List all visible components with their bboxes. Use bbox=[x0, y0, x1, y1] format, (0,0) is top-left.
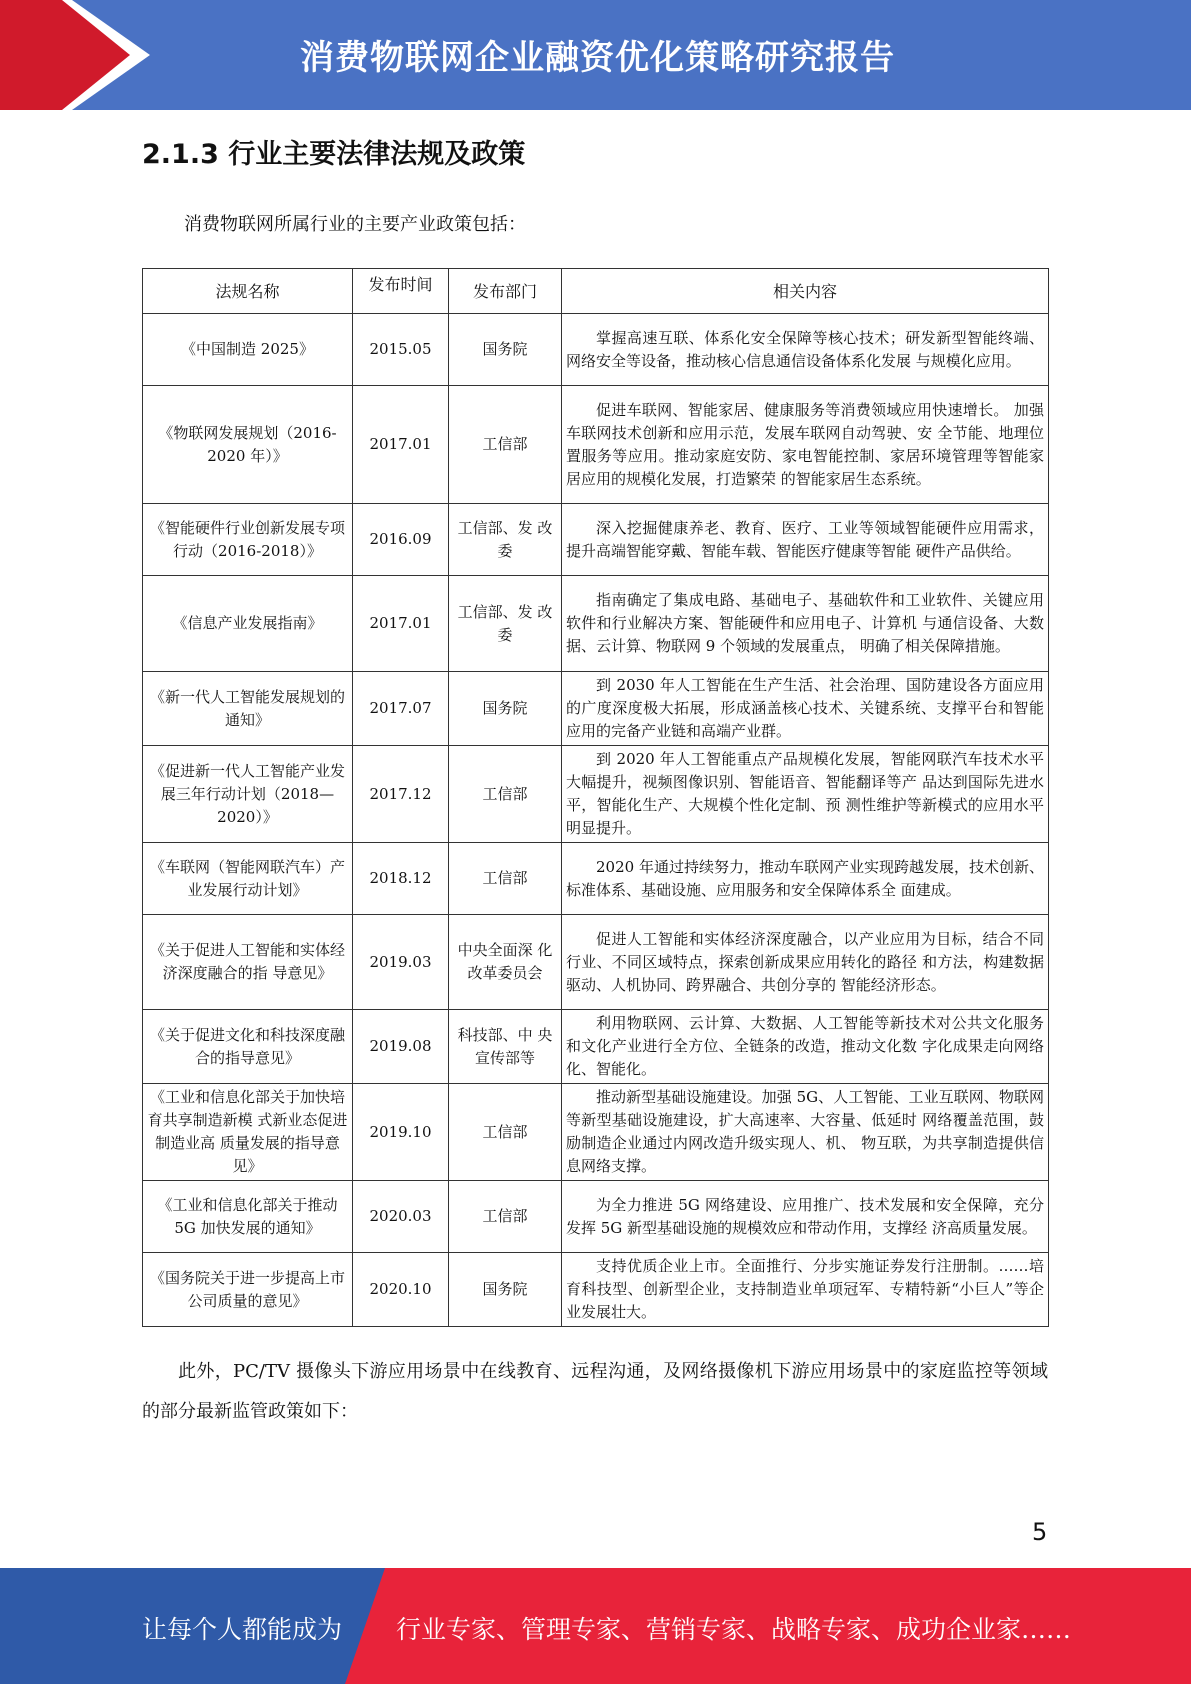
policy-date: 2019.10 bbox=[353, 1084, 449, 1181]
policy-content: 推动新型基础设施建设。加强 5G、人工智能、工业互联网、物联网等新型基础设施建设，扩大高速率、大容量、低延时 网络覆盖范围，鼓励制造企业通过内网改造升级实现人、机、 物互联，为共享制造提供信息网络支撑。 bbox=[562, 1084, 1049, 1181]
policy-date: 2020.10 bbox=[353, 1253, 449, 1327]
table-row bbox=[143, 746, 1049, 843]
policy-content: 掌握高速互联、体系化安全保障等核心技术；研发新型智能终端、网络安全等设备，推动核心信息通信设备体系化发展 与规模化应用。 bbox=[562, 314, 1049, 386]
policy-content: 促进人工智能和实体经济深度融合，以产业应用为目标，结合不同行业、不同区域特点，探索创新成果应用转化的路径 和方法，构建数据驱动、人机协同、跨界融合、共创分享的 智能经济形态。 bbox=[562, 915, 1049, 1010]
header-arrow-decoration bbox=[0, 0, 160, 110]
table-row bbox=[143, 1010, 1049, 1084]
policy-dept: 中央全面深 化改革委员会 bbox=[449, 915, 562, 1010]
policy-dept: 工信部 bbox=[449, 843, 562, 915]
policy-dept: 工信部、发 改委 bbox=[449, 576, 562, 672]
policy-name: 《工业和信息化部关于推动 5G 加快发展的通知》 bbox=[143, 1181, 353, 1253]
policy-dept: 工信部、发 改委 bbox=[449, 504, 562, 576]
policy-content: 到 2020 年人工智能重点产品规模化发展，智能网联汽车技术水平大幅提升，视频图像识别、智能语音、智能翻译等产 品达到国际先进水平，智能化生产、大规模个性化定制、预 测性维护等新模式的应用水平明显提升。 bbox=[562, 746, 1049, 843]
table-row bbox=[143, 1084, 1049, 1181]
policy-date: 2017.01 bbox=[353, 386, 449, 504]
policy-content: 2020 年通过持续努力，推动车联网产业实现跨越发展，技术创新、标准体系、基础设施、应用服务和安全保障体系全 面建成。 bbox=[562, 843, 1049, 915]
policy-dept: 工信部 bbox=[449, 1084, 562, 1181]
policy-name: 《新一代人工智能发展规划的通知》 bbox=[143, 672, 353, 746]
policy-dept: 工信部 bbox=[449, 746, 562, 843]
policy-date: 2017.01 bbox=[353, 576, 449, 672]
table-row bbox=[143, 915, 1049, 1010]
policy-date: 2017.12 bbox=[353, 746, 449, 843]
policy-table bbox=[142, 268, 1049, 1327]
policy-name: 《促进新一代人工智能产业发展三年行动计划（2018—2020）》 bbox=[143, 746, 353, 843]
policy-content: 到 2030 年人工智能在生产生活、社会治理、国防建设各方面应用的广度深度极大拓展，形成涵盖核心技术、关键系统、支撑平台和智能应用的完备产业链和高端产业群。 bbox=[562, 672, 1049, 746]
policy-content: 支持优质企业上市。全面推行、分步实施证券发行注册制。……培育科技型、创新型企业，支持制造业单项冠军、专精特新“小巨人”等企业发展壮大。 bbox=[562, 1253, 1049, 1327]
table-row bbox=[143, 672, 1049, 746]
policy-content: 为全力推进 5G 网络建设、应用推广、技术发展和安全保障，充分发挥 5G 新型基础设施的规模效应和带动作用，支撑经 济高质量发展。 bbox=[562, 1181, 1049, 1253]
policy-name: 《中国制造 2025》 bbox=[143, 314, 353, 386]
column-header-date-text: 发布时间 bbox=[368, 275, 433, 294]
policy-name: 《信息产业发展指南》 bbox=[143, 576, 353, 672]
policy-name: 《工业和信息化部关于加快培育共享制造新模 式新业态促进制造业高 质量发展的指导意见》 bbox=[143, 1084, 353, 1181]
column-header-dept: 发布部门 bbox=[449, 269, 562, 314]
policy-name: 《物联网发展规划（2016-2020 年）》 bbox=[143, 386, 353, 504]
policy-date: 2020.03 bbox=[353, 1181, 449, 1253]
table-row bbox=[143, 843, 1049, 915]
policy-content: 指南确定了集成电路、基础电子、基础软件和工业软件、关键应用软件和行业解决方案、智能硬件和应用电子、计算机 与通信设备、大数据、云计算、物联网 9 个领域的发展重点， 明确了相关保障措施。 bbox=[562, 576, 1049, 672]
policy-name: 《车联网（智能网联汽车）产业发展行动计划》 bbox=[143, 843, 353, 915]
column-header-content: 相关内容 bbox=[562, 269, 1049, 314]
table-row bbox=[143, 1253, 1049, 1327]
footer-slogan-right: 行业专家、管理专家、营销专家、战略专家、成功企业家…… bbox=[396, 1615, 1072, 1644]
policy-name: 《关于促进文化和科技深度融合的指导意见》 bbox=[143, 1010, 353, 1084]
policy-date: 2017.07 bbox=[353, 672, 449, 746]
policy-content: 利用物联网、云计算、大数据、人工智能等新技术对公共文化服务和文化产业进行全方位、全链条的改造，推动文化数 字化成果走向网络化、智能化。 bbox=[562, 1010, 1049, 1084]
section-intro: 消费物联网所属行业的主要产业政策包括： bbox=[184, 214, 526, 235]
table-row bbox=[143, 576, 1049, 672]
policy-dept: 国务院 bbox=[449, 1253, 562, 1327]
section-heading: 2.1.3 行业主要法律法规及政策 bbox=[142, 139, 526, 170]
table-header-row bbox=[143, 269, 1049, 314]
policy-date: 2018.12 bbox=[353, 843, 449, 915]
policy-dept: 工信部 bbox=[449, 386, 562, 504]
policy-name: 《关于促进人工智能和实体经济深度融合的指 导意见》 bbox=[143, 915, 353, 1010]
policy-dept: 国务院 bbox=[449, 672, 562, 746]
policy-date: 2015.05 bbox=[353, 314, 449, 386]
policy-date: 2019.08 bbox=[353, 1010, 449, 1084]
report-title: 消费物联网企业融资优化策略研究报告 bbox=[300, 38, 895, 78]
page-footer bbox=[0, 1568, 1191, 1684]
policy-dept: 工信部 bbox=[449, 1181, 562, 1253]
policy-content: 深入挖掘健康养老、教育、医疗、工业等领域智能硬件应用需求，提升高端智能穿戴、智能车载、智能医疗健康等智能 硬件产品供给。 bbox=[562, 504, 1049, 576]
policy-name: 《国务院关于进一步提高上市公司质量的意见》 bbox=[143, 1253, 353, 1327]
policy-dept: 科技部、中 央宣传部等 bbox=[449, 1010, 562, 1084]
after-table-paragraph: 此外，PC/TV 摄像头下游应用场景中在线教育、远程沟通，及网络摄像机下游应用场景中的家庭监控等领域的部分最新监管政策如下： bbox=[142, 1361, 1048, 1422]
footer-slogan-left: 让每个人都能成为 bbox=[142, 1615, 343, 1644]
table-row bbox=[143, 314, 1049, 386]
column-header-name: 法规名称 bbox=[143, 269, 353, 314]
page-number: 5 bbox=[1032, 1518, 1048, 1546]
policy-dept: 国务院 bbox=[449, 314, 562, 386]
table-row bbox=[143, 386, 1049, 504]
policy-name: 《智能硬件行业创新发展专项行动（2016-2018）》 bbox=[143, 504, 353, 576]
column-header-date bbox=[353, 269, 449, 314]
page-header bbox=[0, 0, 1191, 110]
policy-content: 促进车联网、智能家居、健康服务等消费领域应用快速增长。 加强车联网技术创新和应用示范，发展车联网自动驾驶、安 全节能、地理位置服务等应用。推动家庭安防、家电智能控制、家居环境管理等智能家居应用的规模化发展，打造繁荣 的智能家居生态系统。 bbox=[562, 386, 1049, 504]
policy-date: 2019.03 bbox=[353, 915, 449, 1010]
table-row bbox=[143, 504, 1049, 576]
policy-date: 2016.09 bbox=[353, 504, 449, 576]
table-row bbox=[143, 1181, 1049, 1253]
